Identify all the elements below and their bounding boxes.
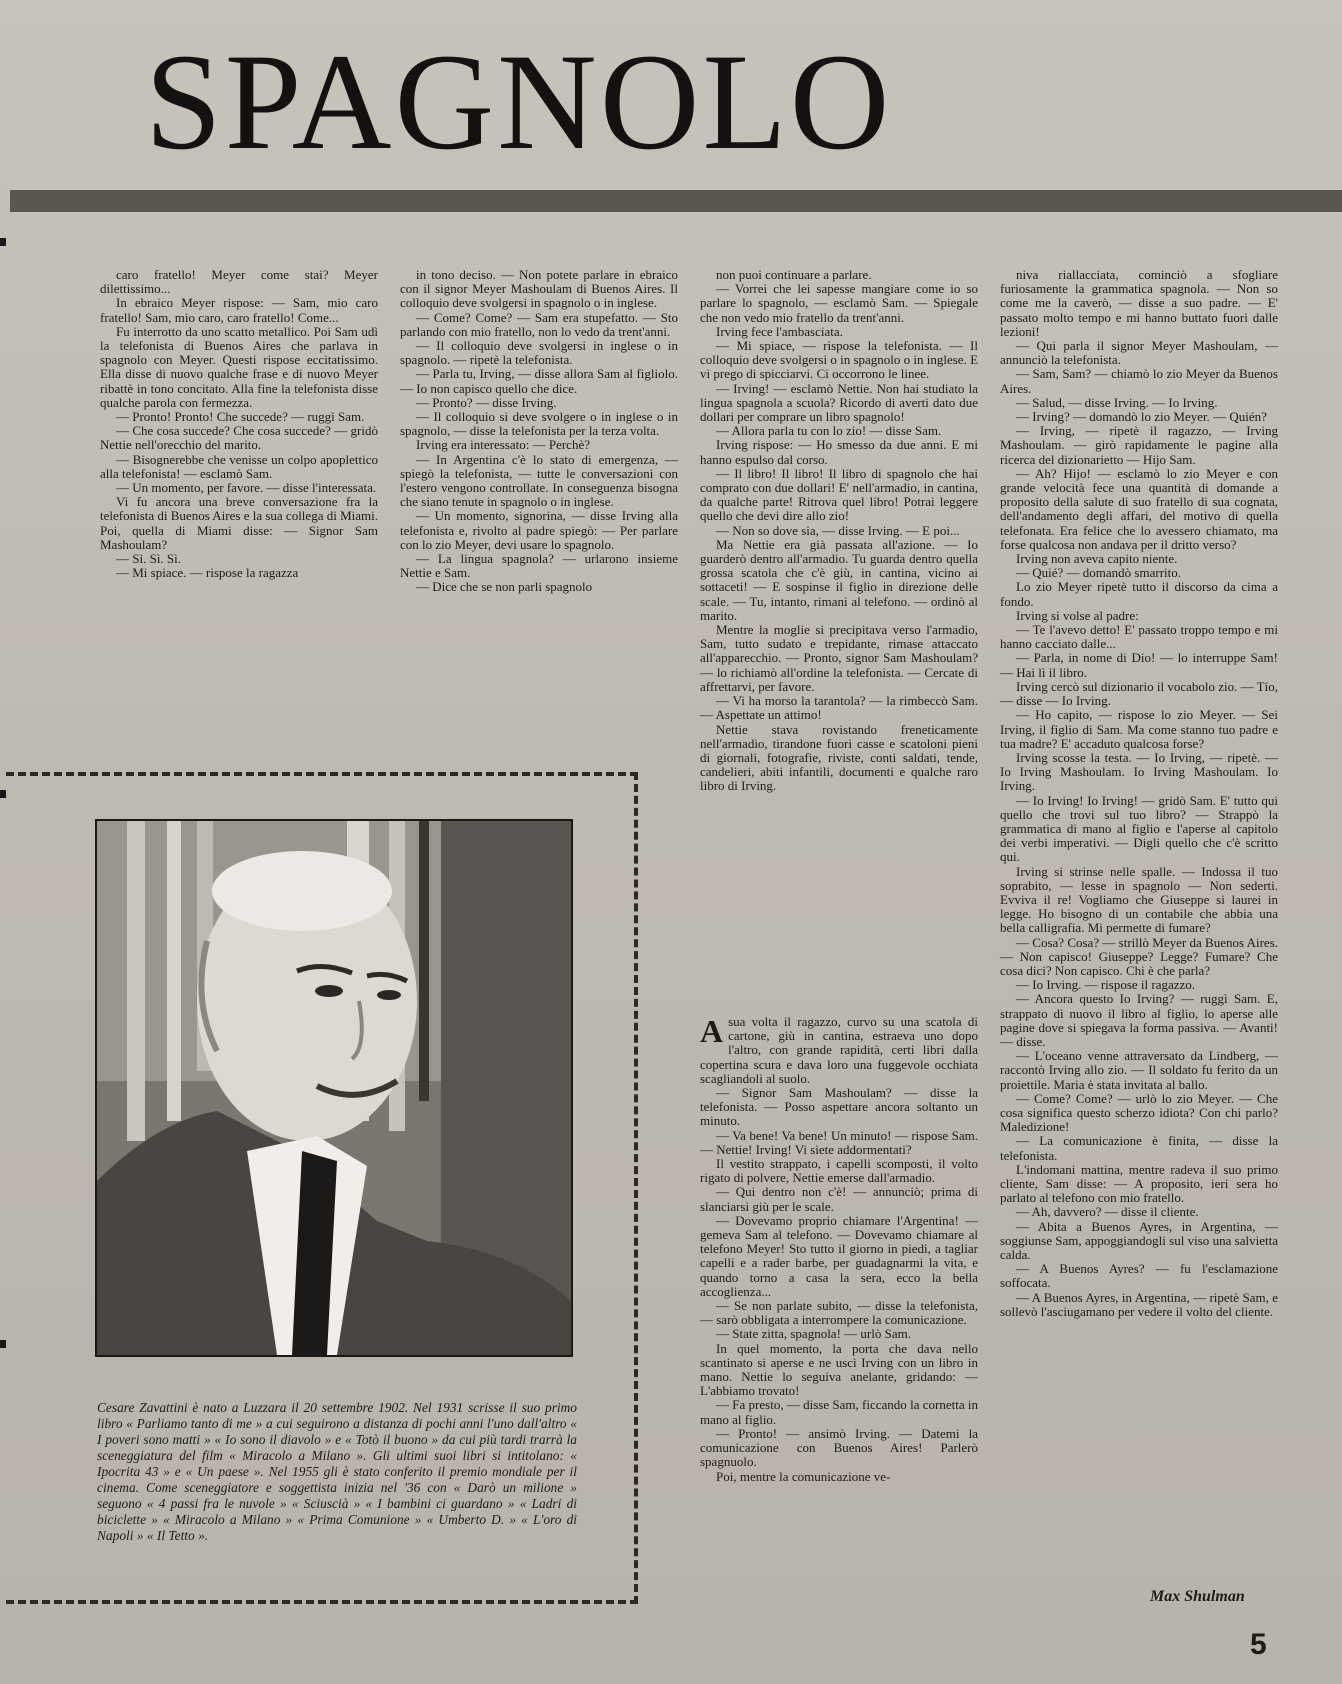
paragraph: — A Buenos Ayres? — fu l'esclamazione soffocata. (1000, 1261, 1278, 1291)
paragraph: — Il libro! Il libro! Il libro di spagnolo che hai comprato con due dollari! E' nell'armadio, in cantina, da qualche parte! Ritrova quel libro! Potrai leggere quello che devi dire allo zio! (700, 465, 978, 524)
paragraph: — Signor Sam Mashoulam? — disse la telefonista. — Posso aspettare ancora soltanto un minuto. (700, 1085, 978, 1129)
paragraph: — Allora parla tu con lo zio! — disse Sam. (716, 423, 942, 439)
paragraph: — Quié? — domandò smarrito. (1016, 565, 1181, 581)
paragraph: Mentre la moglie si precipitava verso l'armadio, Sam, tutto sudato e trepidante, rimase attaccato all'apparecchio. — Pronto, signor Sam Mashoulam? — lo richiamò all'ordine la telefonista. — Cercate di affrettarvi, per favore. (700, 622, 978, 694)
paragraph: — Pronto? — disse Irving. (416, 394, 557, 410)
paragraph: — Il colloquio si deve svolgere o in inglese o in spagnolo, — disse la telefonista per la terza volta. (400, 409, 678, 439)
paragraph: — Salud, — disse Irving. — Io Irving. (1016, 394, 1218, 410)
paragraph: — Se non parlate subito, — disse la telefonista, — sarò obbligata a interrompere la comunicazione. (700, 1298, 978, 1328)
paragraph: — Fa presto, — disse Sam, ficcando la cornetta in mano al figlio. (700, 1397, 978, 1427)
paragraph: In quel momento, la porta che dava nello scantinato si aperse e ne uscì Irving con un libro in mano. Nettie lo seguiva anelante, gridando: — L'abbiamo trovato! (700, 1340, 978, 1399)
title-rule (10, 190, 1342, 212)
paragraph: Poi, mentre la comunicazione ve- (716, 1468, 891, 1484)
paragraph: In ebraico Meyer rispose: — Sam, mio caro fratello! Sam, mio caro, caro fratello! Come... (100, 295, 378, 325)
page-title: SPAGNOLO (145, 25, 893, 178)
paragraph: — Io Irving! Io Irving! — gridò Sam. E' tutto qui quello che trovi sul tuo libro? — Strappò la grammatica di mano al figlio e l'aperse al capitolo dei verbi imperativi. — Digli quello che c'è scritto qui. (1000, 792, 1278, 865)
paragraph: — Mi spiace, — rispose la telefonista. — Il colloquio deve svolgersi o in spagnolo o in inglese. E vi prego di spicciarvi. Ci occorrono le linee. (700, 338, 979, 382)
paragraph: — Dovevamo proprio chiamare l'Argentina! — gemeva Sam al telefono. — Dovevamo chiamare al telefono Meyer! Sto tutto il giorno in piedi, a tagliar capelli e a rader barbe, per guadagnarmi la vita, e quando torno a casa la sera, ecco la bella accoglienza... (700, 1212, 978, 1299)
paragraph: non puoi continuare a parlare. (716, 267, 872, 282)
paragraph: — Dice che se non parli spagnolo (416, 579, 593, 595)
text-column-4 (1000, 268, 1278, 1319)
paragraph: — Qui parla il signor Meyer Mashoulam, — annunciò la telefonista. (1000, 338, 1278, 368)
paragraph: — Ancora questo Io Irving? — ruggì Sam. E, strappato di nuovo il libro al figlio, lo aperse alle pagine dove si spiegava la forma passiva. — Avanti! — disse. (1000, 991, 1278, 1049)
paragraph: — Sì. Sì. Sì. (116, 551, 182, 567)
photo-caption: Cesare Zavattini è nato a Luzzara il 20 settembre 1902. Nel 1931 scrisse il suo primo libro « Parliamo tanto di me » a cui seguirono a distanza di pochi anni l'uno dall'altro « I poveri sono matti » « Io sono il diavolo » e « Totò il buono » da cui più tardi trarrà la sceneggiatura del film « Miracolo a Milano ». Gli ultimi suoi libri si intitolano: « Ipocrita 43 » e « Un paese ». Nel 1955 gli è stato conferito il premio mondiale per il cinema. Come sceneggiatore e soggettista inizia nel '36 con « Darò un milione » seguono « 4 passi fra le nuvole » « Sciuscià » « I bambini ci guardano » « Ladri di biciclette » « Miracolo a Milano » « Prima Comunione » « Umberto D. » « L'oro di Napoli » « Il Tetto ». (97, 1400, 577, 1543)
paragraph: — Pronto! Pronto! Che succede? — ruggì Sam. (116, 409, 365, 425)
paragraph: — Vi ha morso la tarantola? — la rimbeccò Sam. — Aspettate un attimo! (700, 693, 978, 723)
paragraph: — Pronto! — ansimò Irving. — Datemi la comunicazione con Buenos Aires! Parlerò spagnuolo. (700, 1425, 978, 1470)
paragraph: — Irving! — esclamò Nettie. Non hai studiato la lingua spagnola a scuola? Ricordo di averti dato due dollari per comprare un libro spagnolo! (700, 380, 978, 425)
paragraph: Irving non aveva capito niente. (1016, 551, 1178, 567)
paragraph: — Non so dove sia, — disse Irving. — E poi... (716, 522, 960, 538)
paragraph: — Che cosa succede? Che cosa succede? — gridò Nettie nell'orecchio del marito. (100, 423, 378, 453)
paragraph: — L'oceano venne attraversato da Lindberg, — raccontò Irving allo zio. — Il soldato fu ferito da un proiettile. Maria è stata invitata al ballo. (1000, 1048, 1278, 1092)
paragraph: — Il colloquio deve svolgersi in inglese o in spagnolo. — ripetè la telefonista. (400, 338, 678, 368)
paragraph: — Come? Come? — urlò lo zio Meyer. — Che cosa significa questo scherzo idiota? Con chi parlo? Maledizione! (1000, 1090, 1278, 1135)
paragraph: Irving cercò sul dizionario il vocabolo zio. — Tío, — disse — Io Irving. (1000, 678, 1278, 709)
paragraph: Lo zio Meyer ripetè tutto il discorso da cima a fondo. (1000, 579, 1278, 609)
paragraph: L'indomani mattina, mentre radeva il suo primo cliente, Sam disse: — A proposito, ieri sera ho parlato al telefono con mio fratello. (1000, 1161, 1278, 1206)
paragraph: — La lingua spagnola? — urlarono insieme Nettie e Sam. (400, 551, 678, 581)
page-number: 5 (1250, 1628, 1267, 1661)
paragraph: — Ah, davvero? — disse il cliente. (1016, 1204, 1199, 1220)
text-column-1 (100, 268, 378, 580)
portrait-image (97, 821, 571, 1355)
paragraph: — Un momento, per favore. — disse l'interessata. (116, 480, 377, 496)
paragraph: — A Buenos Ayres, in Argentina, — ripetè Sam, e sollevò l'asciugamano per vedere il volto del cliente. (1000, 1289, 1278, 1319)
text-column-2 (400, 268, 678, 595)
paragraph: Irving scosse la testa. — Io Irving, — ripetè. — Io Irving Mashoulam. Io Irving Mashoulam. Io Irving. (1000, 749, 1278, 794)
paragraph: — Bisognerebbe che venisse un colpo apoplettico alla telefonista! — esclamò Sam. (100, 451, 378, 481)
paragraph: Nettie stava rovistando freneticamente nell'armadio, tirandone fuori casse e scatoloni pieni di giornali, fotografie, riviste, conti saldati, tende, candelieri, abiti infantili, documenti e qualche raro libro di Irving. (700, 721, 978, 794)
paragraph: Il vestito strappato, i capelli scomposti, il volto rigato di polvere, Nettie emerse dall'armadio. (700, 1156, 978, 1186)
paragraph: — Parla, in nome di Dio! — lo interruppe Sam! — Hai lì il libro. (1000, 650, 1278, 680)
paragraph: — In Argentina c'è lo stato di emergenza, — spiegò la telefonista, — tutte le conversazioni con l'estero vengono controllate. In conseguenza bisogna che siano tenute in spagnolo o in inglese. (400, 451, 678, 510)
paragraph: Vi fu ancora una breve conversazione fra la telefonista di Buenos Aires e la sua collega di Miami. Poi, quella di Miami disse: — Signor Sam Mashoulam? (100, 494, 378, 552)
paragraph: Irving era interessato: — Perchè? (416, 437, 590, 453)
paragraph: — Abita a Buenos Ayres, in Argentina, — soggiunse Sam, appoggiandogli sul viso una salvietta calda. (1000, 1218, 1278, 1263)
paragraph: Irving si volse al padre: (1016, 607, 1139, 623)
paragraph: Irving rispose: — Ho smesso da due anni. E mi hanno espulso dal corso. (700, 437, 978, 467)
paragraph: Asua volta il ragazzo, curvo su una scatola di cartone, giù in cantina, estraeva uno dopo l'altro, con grande rapidità, certi libri dalla copertina scura e dava loro una fuggevole occhiata scagliandoli al suolo. (700, 1013, 978, 1086)
paragraph: Irving si strinse nelle spalle. — Indossa il tuo soprabito, — lesse in spagnolo — Non sederti. Evviva il re! Vogliamo che Giuseppe si laurei in legge. Ho bisogno di un contabile che abbia una bella calligrafia. Mi permette di fumare? (1000, 863, 1278, 936)
paragraph: — Parla tu, Irving, — disse allora Sam al figliolo. — Io non capisco quello che dice. (400, 366, 678, 396)
author-portrait-photo (95, 819, 573, 1357)
text-column-3 (700, 268, 978, 794)
paragraph: niva riallacciata, cominciò a sfogliare furiosamente la grammatica spagnola. — Non so come me la caverò, — disse a suo padre. — E' passato molto tempo e mi hanno buttato fuori dalle lezioni! (1000, 267, 1278, 339)
author-signature: Max Shulman (1150, 1588, 1245, 1605)
paragraph: — Un momento, signorina, — disse Irving alla telefonista e, rivolto al padre spiegò: — Per parlare con lo zio Meyer, devi usare lo spagnolo. (400, 508, 678, 552)
paragraph: Ma Nettie era già passata all'azione. — Io guarderò dentro all'armadio. Tu guarda dentro quella grossa scatola che c'è giù, in cantina, vicino ai sottaceti! — E sospinse il figlio in direzione delle scale. — Tu, intanto, rimani al telefono. — ordinò al marito. (700, 536, 978, 623)
paragraph: — Qui dentro non c'è! — annunciò; prima di slanciarsi giù per le scale. (700, 1184, 978, 1214)
paragraph: caro fratello! Meyer come stai? Meyer dilettissimo... (100, 267, 378, 297)
paragraph: — Irving? — domandò lo zio Meyer. — Quién? (1016, 409, 1267, 425)
paragraph: — La comunicazione è finita, — disse la telefonista. (1000, 1133, 1278, 1163)
paragraph: — Mi spiace. — rispose la ragazza (116, 565, 299, 581)
paragraph: — State zitta, spagnola! — urlò Sam. (716, 1326, 911, 1342)
paragraph: Irving fece l'ambasciata. (716, 323, 843, 339)
paragraph: — Te l'avevo detto! E' passato troppo tempo e mi hanno cacciato dalle... (1000, 622, 1278, 652)
paragraph: — Io Irving. — rispose il ragazzo. (1016, 977, 1196, 993)
paragraph: in tono deciso. — Non potete parlare in ebraico con il signor Meyer Mashoulam di Buenos Aires. Il colloquio deve svolgersi in spagnolo o in inglese. (400, 267, 678, 311)
paragraph: — Ho capito, — rispose lo zio Meyer. — Sei Irving, il figlio di Sam. Ma come stanno tuo padre e tua madre? E' accaduto qualcosa forse? (1000, 707, 1278, 751)
paragraph: — Va bene! Va bene! Un minuto! — rispose Sam. — Nettie! Irving! Vi siete addormentati? (700, 1127, 978, 1157)
paragraph: — Ah? Hijo! — esclamò lo zio Meyer e con grande velocità fece una quantità di domande a proposito della salute di suo fratello di sua cognata, dell'andamento degli affari, del motivo di quella telefonata. Era felice che lo avessero chiamato, ma forse qualcosa non andava per il dritto verso? (1000, 465, 1278, 552)
paragraph: — Sam, Sam? — chiamò lo zio Meyer da Buenos Aires. (1000, 366, 1278, 396)
paragraph: Fu interrotto da uno scatto metallico. Poi Sam udì la telefonista di Buenos Aires che parlava in spagnolo con Meyer. Questi rispose eccitatissimo. Ella disse di nuovo qualche frase e di nuovo Meyer ribattè in tono concitato. Alla fine la telefonista disse qualche parola con fermezza. (100, 323, 378, 410)
drop-cap: A (700, 1013, 724, 1049)
paragraph: — Irving, — ripetè il ragazzo, — Irving Mashoulam. — girò rapidamente le pagine alla ricerca del dizionarietto — Hijo Sam. (1000, 423, 1278, 467)
paragraph: — Come? Come? — Sam era stupefatto. — Sto parlando con mio fratello, non lo vedo da trent'anni. (400, 309, 678, 339)
binding-mark (0, 238, 6, 246)
paragraph: — Cosa? Cosa? — strillò Meyer da Buenos Aires. — Non capisco! Giuseppe? Legge? Fumare? Che cosa dici? Non capisco. Chi è che parla? (1000, 934, 1278, 978)
text-column-3-continued (700, 1015, 978, 1484)
paragraph: — Vorrei che lei sapesse mangiare come io so parlare lo spagnolo, — esclamò Sam. — Spiegale che non vedo mio fratello da trent'anni. (700, 281, 978, 325)
